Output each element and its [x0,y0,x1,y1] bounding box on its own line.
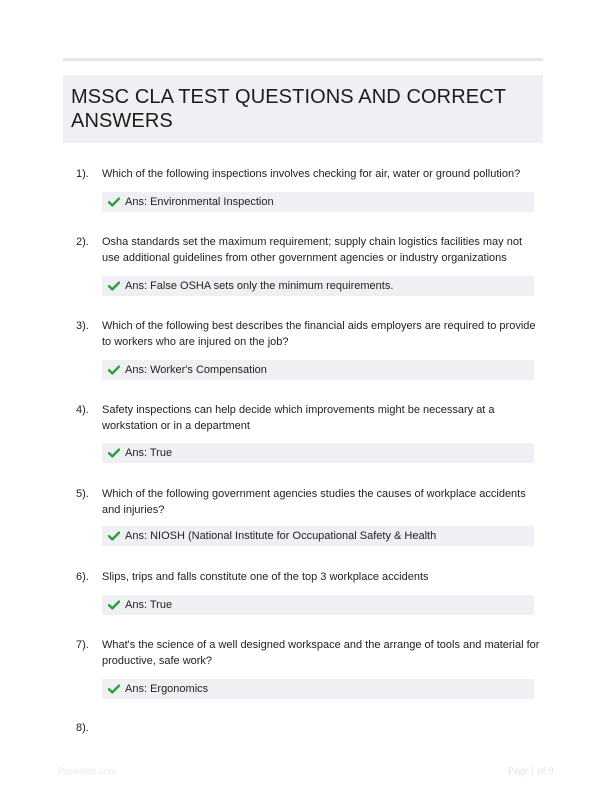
question-number: 6). [76,571,89,583]
question-text: Slips, trips and falls constitute one of the top 3 workplace accidents [102,571,429,583]
check-icon [108,448,120,458]
answer-text: Ans: Environmental Inspection [125,196,274,208]
answer-text: Ans: Ergonomics [125,683,209,695]
check-icon [108,531,120,541]
answer-text: Ans: Worker's Compensation [125,364,267,376]
question-number: 5). [76,488,89,500]
question-text: Safety inspections can help decide which improvements might be necessary at a workstation or in a department [102,404,495,432]
question-number: 7). [76,639,89,651]
question-text: Which of the following government agencies studies the causes of workplace accidents and injuries? [102,488,526,516]
answer-box [102,192,534,212]
check-icon [108,197,120,207]
answer-text: Ans: False OSHA sets only the minimum requirements. [125,280,394,292]
footer-site-watermark: Paperbite.com [58,766,117,776]
answer-text: Ans: True [125,447,173,459]
top-divider [63,58,543,61]
answer-box [102,360,534,380]
title-banner [63,75,543,143]
check-icon [108,600,120,610]
check-icon [108,281,120,291]
document-title: MSSC CLA TEST QUESTIONS AND CORRECT ANSWERS [71,86,506,132]
footer-page-number: Page 1 of 9 [508,766,554,777]
question-number: 8). [76,722,89,734]
question-number: 2). [76,236,89,248]
question-number: 1). [76,168,89,180]
answer-box [102,276,534,296]
question-number: 3). [76,320,89,332]
question-text: Which of the following best describes the financial aids employers are required to provide to workers who are injured on the job? [102,320,536,348]
question-text: What's the science of a well designed workspace and the arrange of tools and material for productive, safe work? [102,639,540,667]
question-text: Which of the following inspections involves checking for air, water or ground pollution? [102,168,521,180]
answer-text: Ans: NIOSH (National Institute for Occupational Safety & Health [125,530,437,542]
check-icon [108,365,120,375]
question-text: Osha standards set the maximum requirement; supply chain logistics facilities may not use additional guidelines from other government agencies or industry organizations [102,236,523,264]
question-number: 4). [76,404,89,416]
check-icon [108,684,120,694]
answer-box [102,526,534,546]
answer-text: Ans: True [125,599,173,611]
answer-box [102,443,534,463]
answer-box [102,679,534,699]
answer-box [102,595,534,615]
